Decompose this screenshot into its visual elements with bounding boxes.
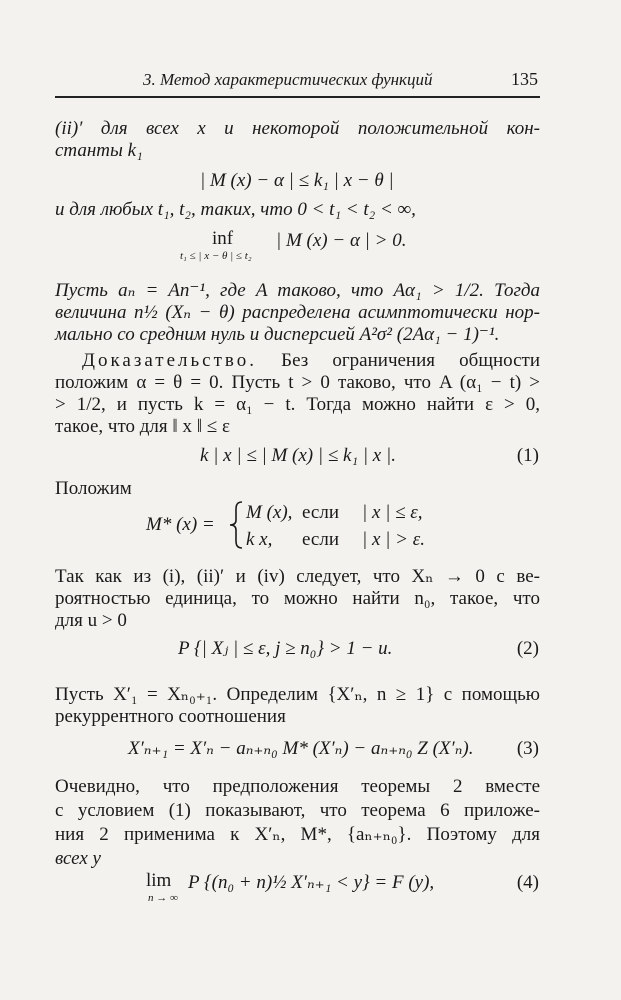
proof-line-2: положим α = θ = 0. Пусть t > 0 таково, что A (α₁ − t) > [55, 372, 540, 393]
obviously-line-4: всех y [55, 848, 101, 869]
case-1-condition: | x | ≤ ε, [362, 502, 423, 523]
lim-subscript: n → ∞ [148, 892, 178, 904]
lim-operator: lim [146, 870, 172, 891]
let-line-1: Пусть aₙ = An⁻¹, где A таково, что Aα₁ > 1/2. Тогда [55, 280, 540, 301]
condition-line-2: станты k₁ [55, 140, 143, 161]
since-line-3: для u > 0 [55, 610, 127, 631]
left-brace-icon [228, 500, 244, 550]
chapter-title: 3. Метод характеристических функций [143, 70, 433, 89]
proof-line-3: > 1/2, и пусть k = α₁ − t. Тогда можно найти ε > 0, [55, 394, 540, 415]
since-line-2: роятностью единица, то можно найти n₀, такое, что [55, 588, 540, 609]
page-number: 135 [511, 69, 538, 89]
obviously-line-2: с условием (1) показывают, что теорема 6 приложе- [55, 800, 540, 821]
equation-4: P {(n₀ + n)½ X′ₙ₊₁ < y} = F (y), [188, 872, 435, 893]
case-2-expression: k x, [246, 529, 273, 550]
case-1-expression: M (x), [246, 502, 293, 523]
equation-4-number: (4) [516, 872, 539, 893]
proof-line-1-rest: Без ограничения общности [281, 350, 540, 371]
header-rule [55, 96, 540, 98]
let-line-2: величина n½ (Xₙ − θ) распределена асимптотически нор- [55, 302, 540, 323]
case-1-word: если [302, 502, 339, 523]
equation-1-number: (1) [516, 445, 539, 466]
proof-line-1 [82, 350, 540, 372]
let2-line-2: рекуррентного соотношения [55, 706, 286, 727]
equation-bound: | M (x) − α | ≤ k₁ | x − θ | [200, 170, 394, 191]
inf-operator: inf [212, 228, 234, 249]
condition-line-1: (ii)′ для всех x и некоторой положительной кон- [55, 118, 540, 139]
proof-line-4: такое, что для ‖ x ‖ ≤ ε [55, 416, 230, 437]
equation-2-number: (2) [516, 638, 539, 659]
line-and-for-any: и для любых t₁, t₂, таких, что 0 < t₁ < t₂ < ∞, [55, 199, 416, 220]
set-word: Положим [55, 478, 132, 499]
equation-1: k | x | ≤ | M (x) | ≤ k₁ | x |. [200, 445, 396, 466]
running-header [55, 68, 540, 92]
case-2-word: если [302, 529, 339, 550]
equation-3: X′ₙ₊₁ = X′ₙ − aₙ₊ₙ₀ M* (X′ₙ) − aₙ₊ₙ₀ Z (X′ₙ). [128, 738, 474, 759]
let-line-3: мально со средним нуль и дисперсией A²σ² (2Aα₁ − 1)⁻¹. [55, 324, 500, 345]
let2-line-1: Пусть X′₁ = Xₙ₀₊₁. Определим {X′ₙ, n ≥ 1} с помощью [55, 684, 540, 705]
since-line-1: Так как из (i), (ii)′ и (iv) следует, что Xₙ → 0 с ве- [55, 566, 540, 587]
mstar-lhs: M* (x) = [146, 514, 215, 535]
case-2-condition: | x | > ε. [362, 529, 425, 550]
equation-2: P {| Xⱼ | ≤ ε, j ≥ n₀} > 1 − u. [178, 638, 393, 659]
proof-heading: Доказательство. [82, 350, 257, 371]
inf-subscript: t₁ ≤ | x − θ | ≤ t₂ [180, 250, 252, 262]
obviously-line-3: ния 2 применима к X′ₙ, M*, {aₙ₊ₙ₀}. Поэтому для [55, 824, 540, 845]
equation-3-number: (3) [516, 738, 539, 759]
obviously-line-1: Очевидно, что предположения теоремы 2 вместе [55, 776, 540, 797]
inf-expression: | M (x) − α | > 0. [276, 230, 407, 251]
